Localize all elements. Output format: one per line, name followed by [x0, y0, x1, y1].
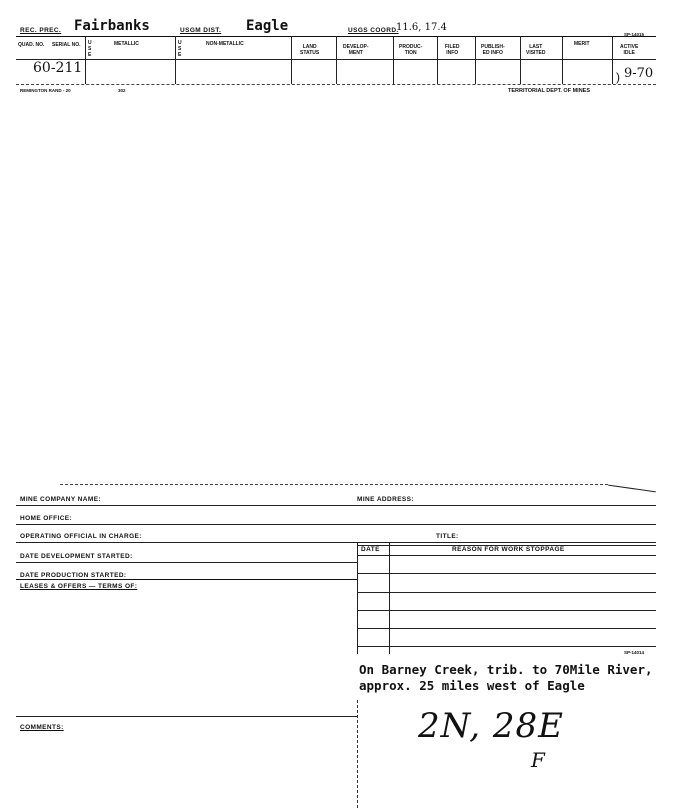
top-footer-left-code: 302 [118, 88, 126, 93]
title-label: TITLE: [436, 533, 459, 540]
col-metallic: METALLIC [114, 41, 139, 47]
usgm-dist-label: USGM DIST. [180, 27, 222, 34]
col-last-visited: LAST VISITED [526, 44, 546, 56]
operating-official-label: OPERATING OFFICIAL IN CHARGE: [20, 533, 142, 540]
col-development: DEVELOP- MENT [343, 44, 369, 56]
mine-company-name-label: MINE COMPANY NAME: [20, 496, 101, 503]
top-form-number: SP-14015 [624, 32, 645, 37]
top-card-bottom-dash [16, 84, 656, 85]
usgs-coord-label: USGS COORD. [348, 27, 399, 34]
bottom-card-top-dash [60, 484, 608, 485]
top-footer-right: TERRITORIAL DEPT. OF MINES [508, 88, 590, 94]
typed-note-line-2: approx. 25 miles west of Eagle [359, 678, 585, 693]
home-office-label: HOME OFFICE: [20, 515, 73, 522]
handwritten-letter: F [531, 748, 545, 772]
col-quad-no: QUAD. NO. [18, 42, 45, 48]
col-filed-info: FILED INFO [445, 44, 460, 56]
col-use-metallic: U S E [88, 40, 92, 58]
usgm-dist-value: Eagle [246, 18, 289, 34]
stoppage-date-header: DATE [361, 546, 380, 553]
usgs-coord-value: 11.6, 17.4 [396, 22, 447, 33]
handwritten-location: 2N, 28E [418, 706, 564, 746]
col-use-non-metallic: U S E [178, 40, 182, 58]
top-footer-left: REMINGTON RAND - 20 [20, 88, 71, 93]
rec-prec-value: Fairbanks [74, 18, 150, 34]
date-production-label: DATE PRODUCTION STARTED: [20, 572, 127, 579]
stoppage-reason-header: REASON FOR WORK STOPPAGE [452, 546, 565, 553]
col-non-metallic: NON-METALLIC [206, 41, 244, 47]
col-published-info: PUBLISH- ED INFO [481, 44, 505, 56]
bottom-form-number: SP-14014 [624, 650, 645, 655]
col-serial-no: SERIAL NO. [52, 42, 81, 48]
col-land-status: LAND STATUS [300, 44, 320, 56]
leases-offers-label: LEASES & OFFERS — TERMS OF: [20, 583, 138, 590]
mine-address-label: MINE ADDRESS: [357, 496, 414, 503]
col-production: PRODUC- TION [399, 44, 423, 56]
active-idle-value: 9-70 [624, 66, 654, 81]
date-development-label: DATE DEVELOPMENT STARTED: [20, 553, 133, 560]
handwritten-mark: ) [616, 70, 620, 84]
quad-serial-value: 60-211 [33, 60, 83, 76]
col-merit: MERIT [574, 41, 590, 47]
typed-note-line-1: On Barney Creek, trib. to 70Mile River, [359, 662, 653, 677]
col-active-idle: ACTIVE IDLE [620, 44, 639, 56]
comments-label: COMMENTS: [20, 724, 64, 731]
rec-prec-label: REC. PREC. [20, 27, 62, 34]
